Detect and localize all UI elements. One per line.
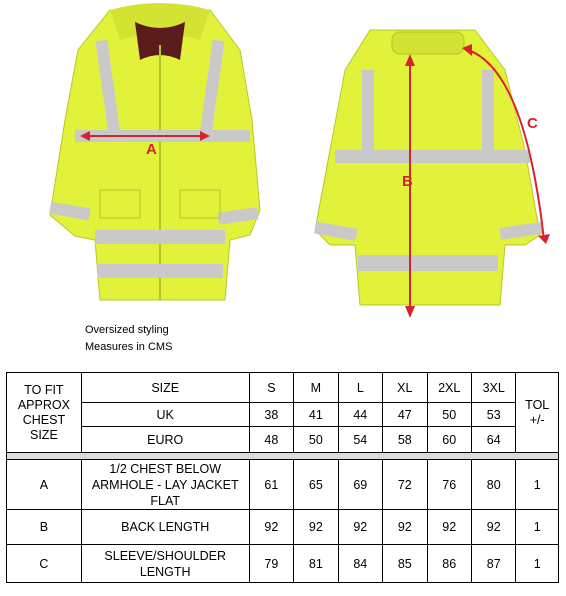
- uk-value: 53: [471, 403, 515, 427]
- euro-value: 48: [249, 427, 293, 453]
- jacket-front-image: [40, 0, 280, 310]
- row-desc: BACK LENGTH: [81, 510, 249, 545]
- row-tol: 1: [516, 460, 559, 510]
- row-desc: SLEEVE/SHOULDER LENGTH: [81, 545, 249, 583]
- row-key: C: [7, 545, 82, 583]
- row-value: 69: [338, 460, 382, 510]
- row-value: 86: [427, 545, 471, 583]
- row-value: 92: [471, 510, 515, 545]
- row-value: 92: [338, 510, 382, 545]
- row-value: 65: [294, 460, 338, 510]
- row-value: 87: [471, 545, 515, 583]
- row-value: 92: [383, 510, 427, 545]
- size-header: 3XL: [471, 373, 515, 403]
- row-tol: 1: [516, 510, 559, 545]
- size-header: 2XL: [427, 373, 471, 403]
- fit-label-cell: TO FIT APPROX CHEST SIZE: [7, 373, 82, 453]
- table-row: [7, 460, 559, 510]
- measure-b-label: B: [402, 173, 413, 190]
- note-oversized: Oversized styling: [85, 324, 169, 336]
- euro-value: 54: [338, 427, 382, 453]
- size-header: XL: [383, 373, 427, 403]
- table-row: [7, 510, 559, 545]
- measure-a-label: A: [146, 141, 157, 158]
- uk-value: 44: [338, 403, 382, 427]
- row-value: 79: [249, 545, 293, 583]
- notes: [85, 322, 172, 356]
- row-value: 61: [249, 460, 293, 510]
- measure-c-label: C: [527, 115, 538, 132]
- row-tol: 1: [516, 545, 559, 583]
- uk-value: 50: [427, 403, 471, 427]
- size-header: M: [294, 373, 338, 403]
- size-chart-table: [6, 372, 559, 583]
- row-value: 76: [427, 460, 471, 510]
- row-value: 84: [338, 545, 382, 583]
- table-divider: [7, 453, 559, 460]
- euro-label-cell: EURO: [81, 427, 249, 453]
- row-key: A: [7, 460, 82, 510]
- uk-value: 41: [294, 403, 338, 427]
- euro-value: 60: [427, 427, 471, 453]
- row-value: 72: [383, 460, 427, 510]
- row-value: 92: [249, 510, 293, 545]
- row-value: 80: [471, 460, 515, 510]
- euro-value: 64: [471, 427, 515, 453]
- size-header: S: [249, 373, 293, 403]
- table-row: [7, 545, 559, 583]
- uk-value: 38: [249, 403, 293, 427]
- row-value: 81: [294, 545, 338, 583]
- row-desc: 1/2 CHEST BELOW ARMHOLE - LAY JACKET FLAT: [81, 460, 249, 510]
- row-value: 92: [294, 510, 338, 545]
- row-key: B: [7, 510, 82, 545]
- size-label-cell: SIZE: [81, 373, 249, 403]
- row-value: 85: [383, 545, 427, 583]
- uk-label-cell: UK: [81, 403, 249, 427]
- euro-value: 50: [294, 427, 338, 453]
- tol-label-cell: TOL +/-: [516, 373, 559, 453]
- size-header: L: [338, 373, 382, 403]
- euro-value: 58: [383, 427, 427, 453]
- uk-value: 47: [383, 403, 427, 427]
- note-measures: Measures in CMS: [85, 341, 173, 353]
- jacket-back-image: [300, 0, 562, 322]
- row-value: 92: [427, 510, 471, 545]
